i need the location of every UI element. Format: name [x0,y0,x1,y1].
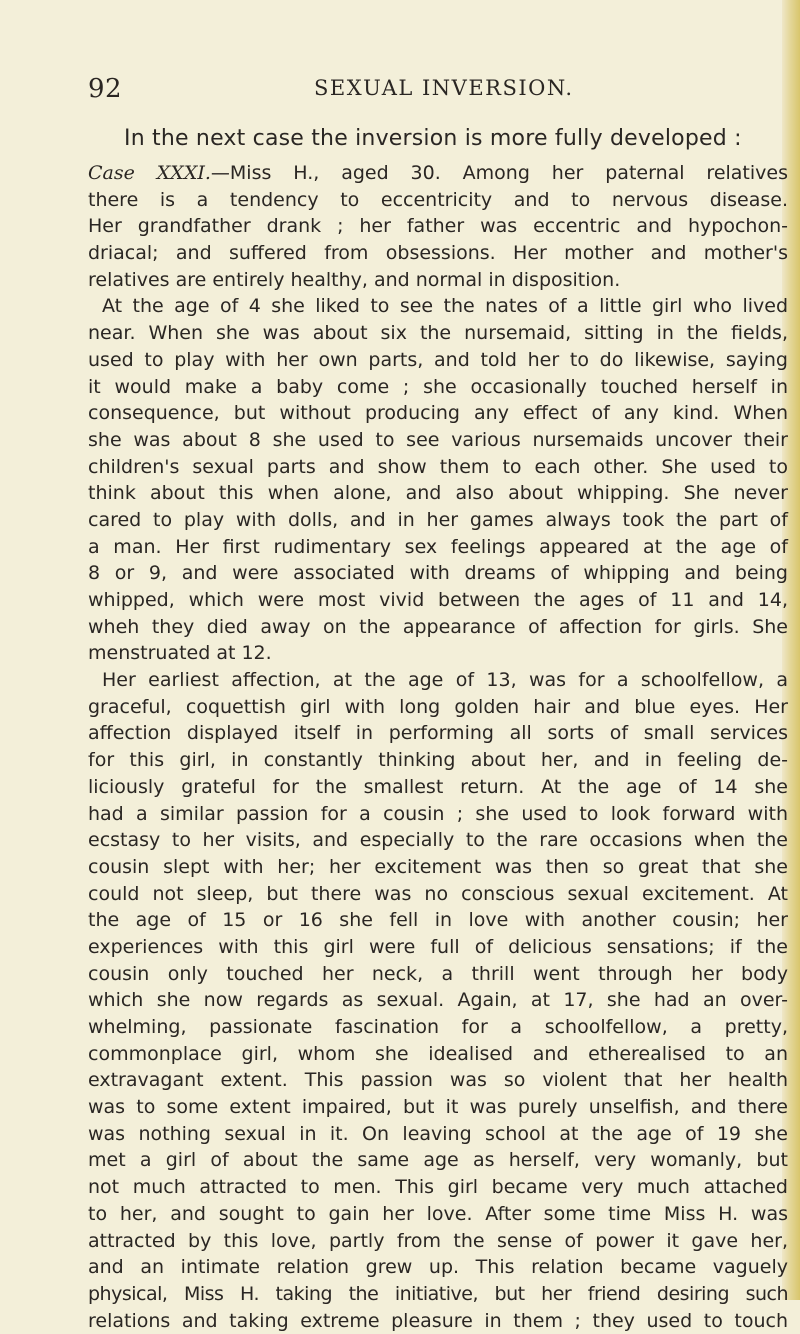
running-head [88,74,778,104]
text-line: think about this when alone, and also about whipping. She never [88,482,788,505]
text-line: children's sexual parts and show them to each other. She used to [88,455,788,478]
text-line: was nothing sexual in it. On leaving school at the age of 19 she [88,1122,788,1145]
text-line: had a similar passion for a cousin ; she used to look forward with [88,802,788,825]
text-line: for this girl, in constantly thinking about her, and in feeling de- [88,749,788,772]
text-line: there is a tendency to eccentricity and to nervous disease. [88,188,788,211]
text-line: wheh they died away on the appearance of affection for girls. She [88,615,788,638]
text-line: extravagant extent. This passion was so violent that her health [88,1069,788,1092]
text-line: driacal; and suffered from obsessions. Her mother and mother's [88,242,788,265]
text-line: affection displayed itself in performing all sorts of small services [88,722,788,745]
text-line: not much attracted to men. This girl became very much attached [88,1176,788,1199]
text-line: and an intimate relation grew up. This relation became vaguely [88,1256,788,1279]
text-line: menstruated at 12. [88,642,272,665]
text-line: Her grandfather drank ; her father was eccentric and hypochon- [88,215,788,238]
text-line: experiences with this girl were full of delicious sensations; if the [88,935,788,958]
text-line: whipped, which were most vivid between the ages of 11 and 14, [88,589,788,611]
text-line: At the age of 4 she liked to see the nates of a little girl who lived [102,295,788,318]
text-line: cared to play with dolls, and in her games always took the part of [88,508,788,531]
text-line: whelming, passionate fascination for a schoolfellow, a pretty, [88,1016,788,1038]
text-line: Her earliest affection, at the age of 13, was for a schoolfellow, a [102,669,788,692]
text-line: relatives are entirely healthy, and normal in disposition. [88,268,621,291]
text-line: which she now regards as sexual. Again, at 17, she had an over- [88,989,788,1012]
text-line: physical, Miss H. taking the initiative, but her friend desiring such [88,1282,788,1305]
text-line: 8 or 9, and were associated with dreams of whipping and being [88,562,788,585]
text-line: ecstasy to her visits, and especially to the rare occasions when the [88,829,788,852]
text-line: cousin only touched her neck, a thrill went through her body [88,962,788,985]
text-line: it would make a baby come ; she occasionally touched herself in [88,375,788,398]
text-line: a man. Her first rudimentary sex feelings appeared at the age of [88,535,788,558]
text-line: to her, and sought to gain her love. After some time Miss H. was [88,1202,788,1225]
text-line: met a girl of about the same age as herself, very womanly, but [88,1149,788,1172]
lead-sentence: In the next case the inversion is more fully developed : [124,126,742,151]
text-line: cousin slept with her; her excitement was then so great that she [88,855,788,878]
text-line: was to some extent impaired, but it was purely unselfish, and there [88,1096,788,1119]
text-line: could not sleep, but there was no conscious sexual excitement. At [88,882,788,905]
page-number: 92 [88,74,123,104]
text-line: relations and taking extreme pleasure in them ; they used to touch [88,1309,788,1332]
text-line: she was about 8 she used to see various nursemaids uncover their [88,428,788,451]
text-line: attracted by this love, partly from the sense of power it gave her, [88,1229,788,1252]
text-line: commonplace girl, whom she idealised and etherealised to an [88,1042,788,1065]
text-line: consequence, but without producing any effect of any kind. When [88,402,788,425]
text-line: near. When she was about six the nursemaid, sitting in the fields, [88,322,788,345]
body-text [88,160,788,1334]
text-line: the age of 15 or 16 she fell in love with another cousin; her [88,909,788,932]
text-line: Case XXXI.—Miss H., aged 30. Among her paternal relatives [88,162,788,184]
text-line: liciously grateful for the smallest return. At the age of 14 she [88,775,788,798]
text-line: graceful, coquettish girl with long golden hair and blue eyes. Her [88,695,788,718]
case-label: Case XXXI. [88,162,211,184]
text-line: used to play with her own parts, and told her to do likewise, saying [88,348,788,371]
running-title: SEXUAL INVERSION. [314,76,574,100]
